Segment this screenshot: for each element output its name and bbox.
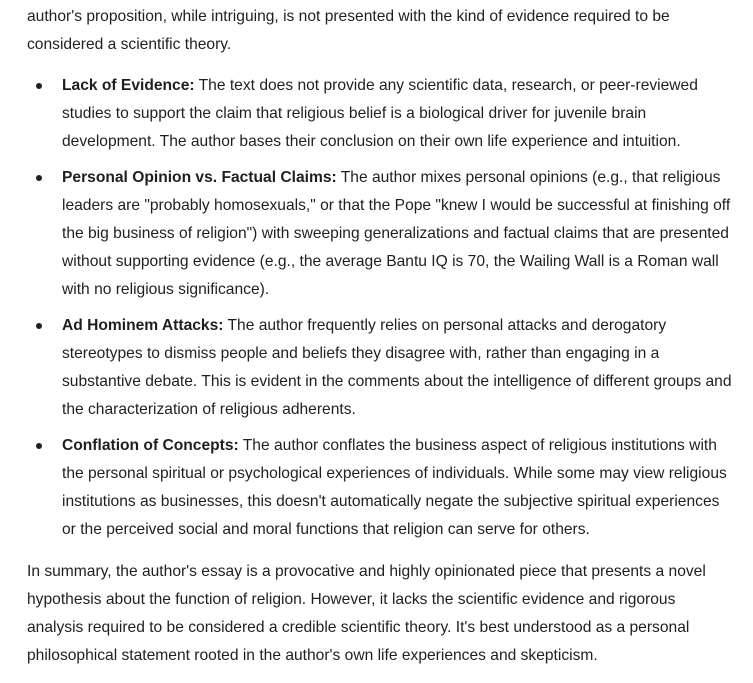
list-item-term: Ad Hominem Attacks: xyxy=(62,317,224,334)
list-item xyxy=(27,72,735,156)
list-item-text: The author frequently relies on personal attacks and derogatory stereotypes to dismiss people and beliefs they disagree with, rather than engaging in a substantive debate. This is evident in the comments about the intelligence of different groups and the characterization of religious adherents. xyxy=(62,317,732,418)
list-item-text: The text does not provide any scientific data, research, or peer-reviewed studies to support the claim that religious belief is a biological driver for juvenile brain development. The author bases their conclusion on their own life experience and intuition. xyxy=(62,77,698,150)
bullet-icon xyxy=(36,443,42,449)
list-item xyxy=(27,164,735,304)
intro-paragraph: author's proposition, while intriguing, is not presented with the kind of evidence required to be considered a scientific theory. xyxy=(27,8,670,53)
list-item-term: Conflation of Concepts: xyxy=(62,437,239,454)
bullet-icon xyxy=(36,83,42,89)
list-item-term: Personal Opinion vs. Factual Claims: xyxy=(62,169,337,186)
critique-list xyxy=(27,72,735,544)
list-item xyxy=(27,432,735,544)
summary-paragraph: In summary, the author's essay is a provocative and highly opinionated piece that presents a novel hypothesis about the function of religion. However, it lacks the scientific evidence and rigorous analysis required to be considered a credible scientific theory. It's best understood as a personal philosophical statement rooted in the author's own life experiences and skepticism. xyxy=(27,563,706,664)
list-item-text: The author mixes personal opinions (e.g., that religious leaders are "probably homosexuals," or that the Pope "knew I would be successful at finishing off the big business of religion") with sweeping generalizations and factual claims that are presented without supporting evidence (e.g., the average Bantu IQ is 70, the Wailing Wall is a Roman wall with no religious significance). xyxy=(62,169,731,298)
list-item-text: The author conflates the business aspect of religious institutions with the personal spiritual or psychological experiences of individuals. While some may view religious institutions as businesses, this doesn't automatically negate the subjective spiritual experiences or the perceived social and moral functions that religion can serve for others. xyxy=(62,437,727,538)
list-item xyxy=(27,312,735,424)
list-item-term: Lack of Evidence: xyxy=(62,77,195,94)
bullet-icon xyxy=(36,323,42,329)
bullet-icon xyxy=(36,175,42,181)
